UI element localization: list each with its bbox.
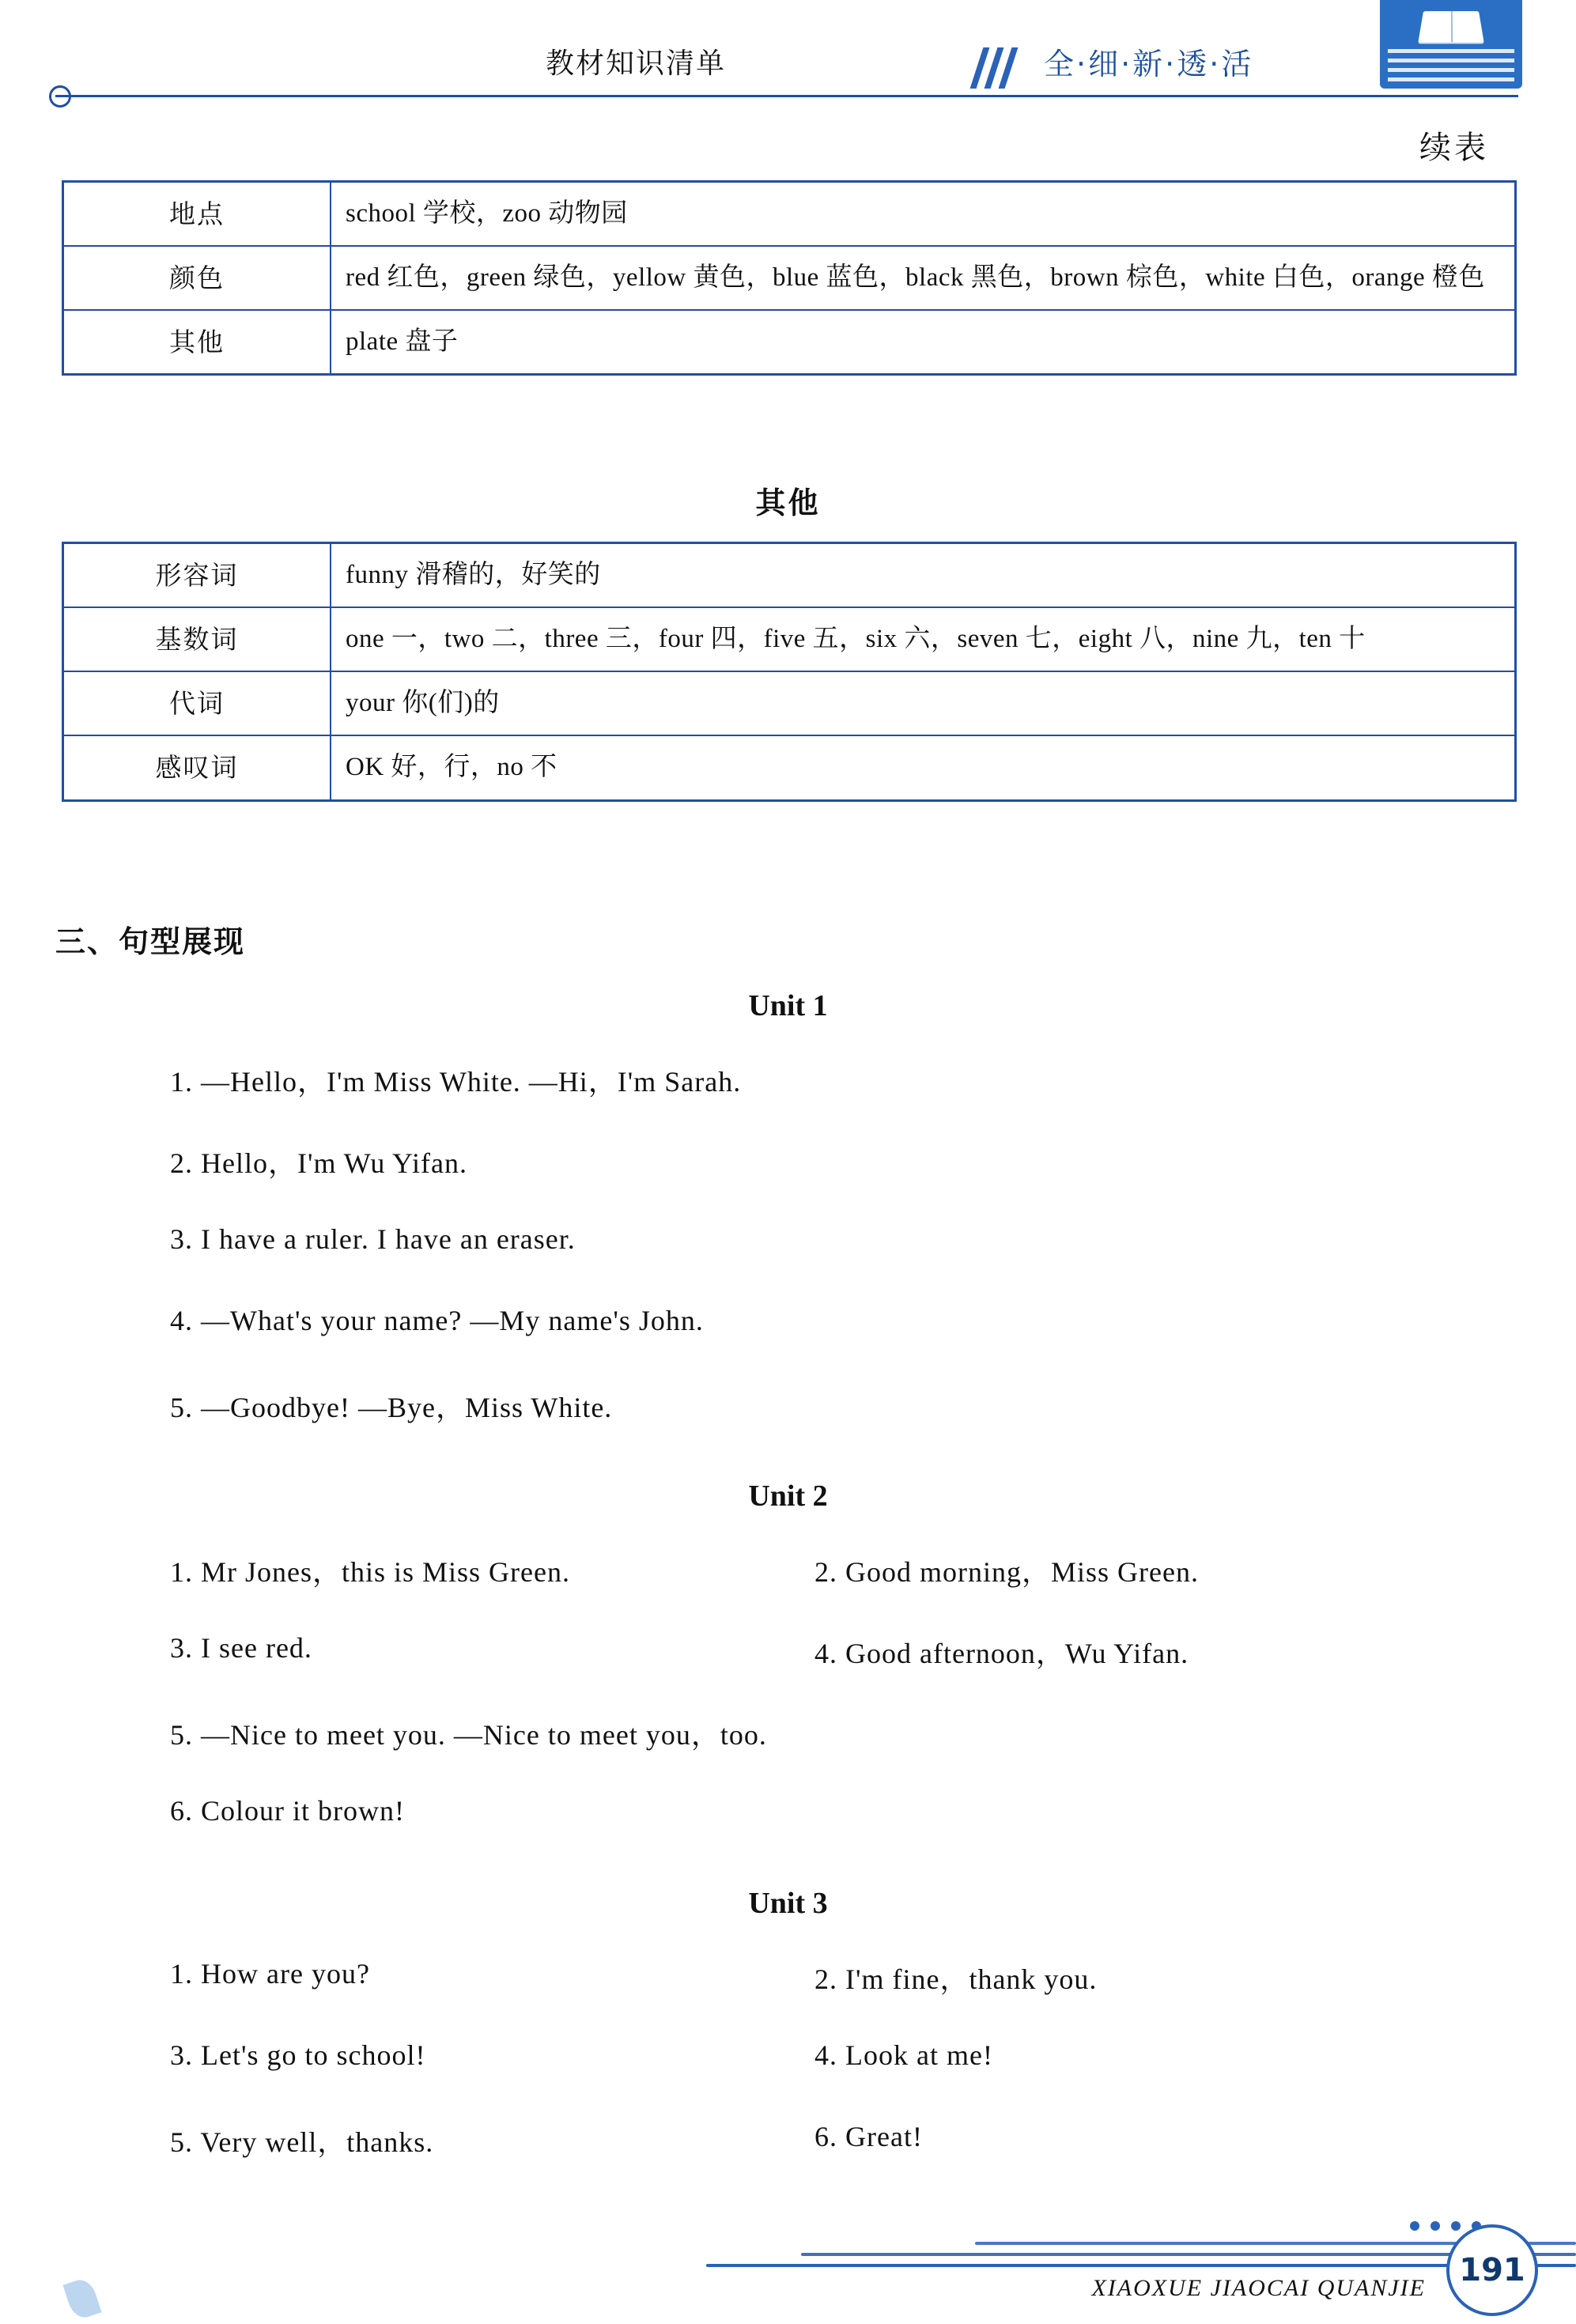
sentence-item: 5. —Nice to meet you. —Nice to meet you，too. [170, 1719, 767, 1751]
sentence-item: 2. Hello，I'm Wu Yifan. [170, 1147, 467, 1179]
sentence-item: 6. Great! [814, 2121, 923, 2152]
other-parts-of-speech-table [62, 542, 1517, 802]
row-category: 基数词 [63, 607, 331, 671]
table-row [63, 182, 1516, 247]
vocabulary-table [62, 180, 1517, 376]
sentence-item: 3. I have a ruler. I have an eraser. [170, 1223, 576, 1255]
continued-table-label: 续表 [1419, 130, 1489, 166]
slash-decoration-icon [977, 47, 1032, 95]
unit-title-3: Unit 3 [748, 1887, 828, 1920]
table-row [63, 607, 1516, 671]
table-row [63, 543, 1516, 608]
row-value: OK 好，行，no 不 [331, 735, 1516, 800]
row-category: 地点 [63, 182, 331, 247]
sentence-item: 6. Colour it brown! [170, 1795, 405, 1827]
header-right-title: 全·细·新·透·活 [1044, 47, 1254, 81]
sentence-item: 2. I'm fine，thank you. [814, 1963, 1098, 1995]
page-number: 191 [1446, 2224, 1538, 2316]
row-category: 其他 [63, 310, 331, 375]
page-footer [0, 2205, 1576, 2324]
page-header [0, 0, 1576, 119]
sentence-item: 2. Good morning，Miss Green. [814, 1556, 1199, 1588]
row-value: funny 滑稽的，好笑的 [331, 543, 1516, 608]
open-book-icon [1380, 0, 1522, 89]
row-value: your 你(们)的 [331, 671, 1516, 735]
table-row [63, 310, 1516, 375]
sentence-patterns-heading: 三、句型展现 [55, 924, 246, 959]
table-row [63, 246, 1516, 310]
row-category: 代词 [63, 671, 331, 735]
row-value: red 红色，green 绿色，yellow 黄色，blue 蓝色，black 黑色，brown 棕色，white 白色，orange 橙色 [331, 246, 1516, 310]
sentence-item: 5. Very well，thanks. [170, 2126, 434, 2158]
table-row [63, 671, 1516, 735]
sentence-item: 5. —Goodbye! —Bye，Miss White. [170, 1392, 613, 1423]
header-divider [55, 95, 1518, 97]
sentence-item: 4. —What's your name? —My name's John. [170, 1305, 704, 1336]
row-category: 感叹词 [63, 735, 331, 800]
sentence-item: 4. Look at me! [814, 2039, 993, 2071]
row-category: 形容词 [63, 543, 331, 608]
unit-title-2: Unit 2 [748, 1479, 828, 1513]
sentence-item: 1. How are you? [170, 1958, 370, 1990]
sentence-item: 1. —Hello，I'm Miss White. —Hi，I'm Sarah. [170, 1066, 742, 1098]
footer-wave-decoration [706, 2221, 1576, 2277]
row-value: plate 盘子 [331, 310, 1516, 375]
other-section-title: 其他 [755, 486, 821, 520]
leaf-icon [62, 2277, 101, 2322]
sentence-item: 3. Let's go to school! [170, 2039, 426, 2071]
header-left-title: 教材知识清单 [546, 47, 727, 80]
row-value: school 学校，zoo 动物园 [331, 182, 1516, 247]
sentence-item: 1. Mr Jones，this is Miss Green. [170, 1556, 570, 1588]
unit-title-1: Unit 1 [748, 989, 828, 1022]
row-value: one 一，two 二，three 三，four 四，five 五，six 六，seven 七，eight 八，nine 九，ten 十 [331, 607, 1516, 671]
row-category: 颜色 [63, 246, 331, 310]
sentence-item: 3. I see red. [170, 1632, 312, 1664]
table-row [63, 735, 1516, 800]
footer-pinyin: XIAOXUE JIAOCAI QUANJIE [1091, 2275, 1426, 2301]
sentence-item: 4. Good afternoon，Wu Yifan. [814, 1638, 1189, 1669]
